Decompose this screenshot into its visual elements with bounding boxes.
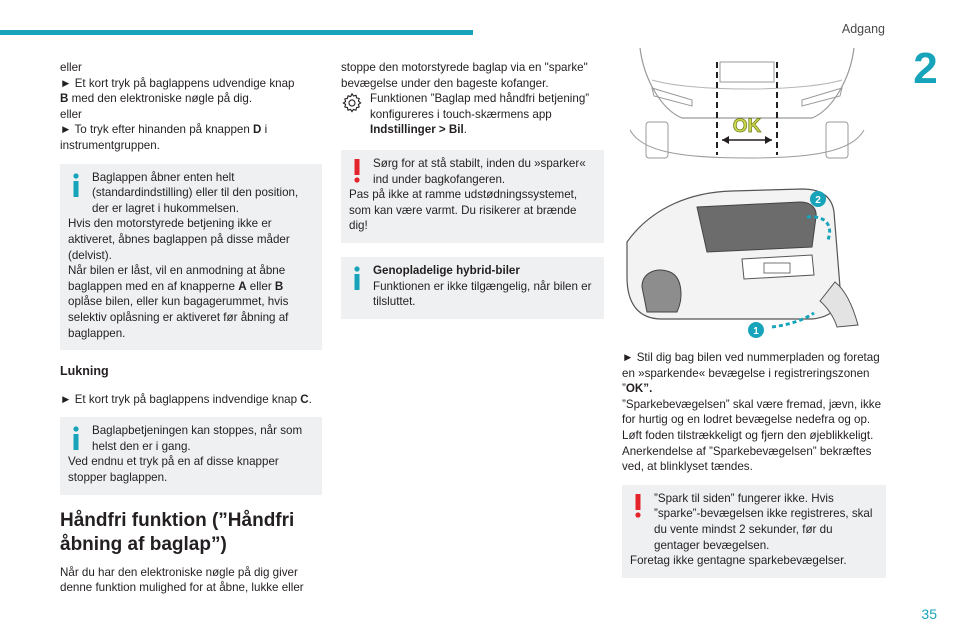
header-accent-bar (0, 30, 473, 35)
svg-text:2: 2 (815, 195, 821, 206)
paragraph: Anerkendelse af ”Sparkebevægelsen” bekræftes ved, at blinklyset tændes. (622, 444, 872, 474)
column-1 (60, 60, 322, 596)
paragraph: ”Sparkebevægelsen” skal være fremad, jævn, ikke for hurtig og en lodret bevægelse nedefra og op. Løft foden tilstrækkeligt og fjern den øjeblikkeligt. (622, 397, 882, 442)
settings-hint: Funktionen ”Baglap med håndfri betjening” konfigureres i touch-skærmens app Indstillinger > Bil. (341, 91, 604, 138)
svg-text:1: 1 (753, 326, 759, 337)
gear-icon (341, 92, 363, 114)
warning-icon (629, 493, 647, 519)
paragraph: Når du har den elektroniske nøgle på dig giver denne funktion mulighed for at åbne, lukke eller (60, 565, 304, 595)
car-kick-gesture-illustration (622, 177, 872, 342)
warning-icon (348, 158, 366, 184)
info-icon (67, 425, 85, 451)
info-icon (348, 265, 366, 291)
ok-label: OK (732, 116, 762, 137)
paragraph: eller ► Et kort tryk på baglappens udvendige knap B med den elektroniske nøgle på dig. eller ► To tryk efter hinanden på knappen D i instrumentgruppen. (60, 61, 295, 152)
info-note: Genopladelige hybrid-biler Funktionen er ikke tilgængelig, når bilen er tilsluttet. (341, 257, 604, 319)
section-heading: Håndfri funktion (”Håndfri åbning af baglap”) (60, 509, 295, 555)
chapter-tab (891, 40, 960, 98)
info-note: Baglappen åbner enten helt (standardindstilling) eller til den position, der er lagret i hukommelsen. Hvis den motorstyrede betjening ikke er aktiveret, åbnes baglappen på disse måder (delvist). Når bilen er låst, vil en anmodning at åbne baglappen med en af knapperne A eller B oplåse bilen, eller kun bagagerummet, hvis selektiv oplåsning er aktiveret før åbning af baglappen. (60, 164, 322, 351)
warning-note: Sørg for at stå stabilt, inden du »sparker« ind under bagkofangeren. Pas på ikke at ramme udstødningssystemet, som kan være varmt. Du risikerer at brænde dig! (341, 150, 604, 243)
warning-note: ”Spark til siden” fungerer ikke. Hvis ”sparke”-bevægelsen ikke registreres, skal du vente mindst 2 sekunder, før du gentager bevægelsen. Foretag ikke gentagne sparkebevægelser. (622, 485, 886, 578)
paragraph: ► Stil dig bag bilen ved nummerpladen og foretag en »sparkende« bevægelse i registreringszonen ”OK”. (622, 351, 880, 396)
info-icon (67, 172, 85, 198)
chapter-number: 2 (913, 44, 938, 93)
car-rear-ok-zone-illustration (622, 40, 872, 165)
column-3 (622, 40, 886, 592)
info-note: Baglapbetjeningen kan stoppes, når som helst den er i gang. Ved endnu et tryk på en af disse knapper stopper baglappen. (60, 417, 322, 494)
paragraph: stoppe den motorstyrede baglap via en "sparke" bevægelse under den bageste kofanger. (341, 61, 588, 90)
paragraph: ► Et kort tryk på baglappens indvendige knap C. (60, 392, 312, 406)
page-number: 35 (921, 606, 937, 622)
section-title: Adgang (841, 22, 885, 36)
column-2 (341, 60, 604, 333)
subheading-lukning: Lukning (60, 364, 109, 379)
